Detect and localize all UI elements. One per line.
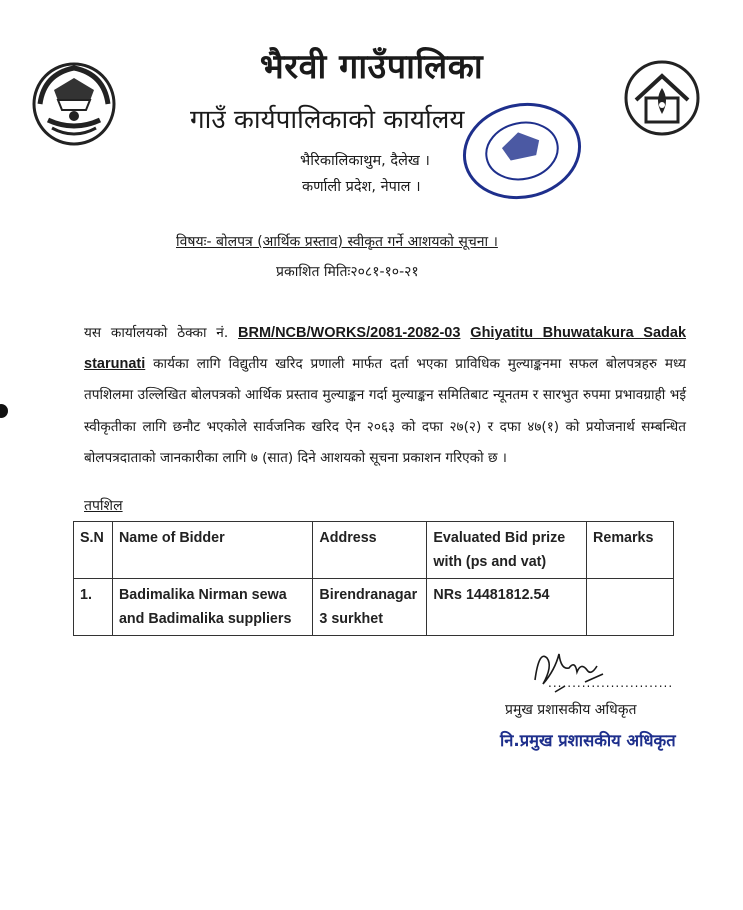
table-header-row xyxy=(74,522,674,579)
office-title: भैरवी गाउँपालिका xyxy=(259,47,484,87)
signature-line: .......................... xyxy=(548,676,674,690)
published-date: प्रकाशित मितिः२०८१-१०-२१ xyxy=(276,264,419,280)
officer-title: प्रमुख प्रशासकीय अधिकृत xyxy=(505,702,637,718)
address-line-1: भैरिकालिकाथुम, दैलेख । xyxy=(300,153,430,169)
cell-amount: NRs 14481812.54 xyxy=(427,579,587,636)
header-amount: Evaluated Bid prize with (ps and vat) xyxy=(427,522,587,579)
notice-subject: विषयः- बोलपत्र (आर्थिक प्रस्ताव) स्वीकृत गर्ने आशयको सूचना । xyxy=(176,234,498,250)
header-bidder: Name of Bidder xyxy=(112,522,312,579)
cell-sn: 1. xyxy=(74,579,113,636)
header-remarks: Remarks xyxy=(587,522,674,579)
office-subtitle: गाउँ कार्यपालिकाको कार्यालय xyxy=(190,105,465,135)
notice-body xyxy=(84,318,686,474)
cell-bidder: Badimalika Nirman sewa and Badimalika suppliers xyxy=(112,579,312,636)
cell-remarks xyxy=(587,579,674,636)
table-row xyxy=(74,579,674,636)
body-space xyxy=(460,325,470,341)
punch-hole xyxy=(0,404,8,418)
cell-address: Birendranagar 3 surkhet xyxy=(313,579,427,636)
details-label: तपशिल xyxy=(84,498,123,514)
contract-number: BRM/NCB/WORKS/2081-2082-03 xyxy=(238,325,461,341)
bidder-table xyxy=(73,521,674,636)
project-name: Ghiyatitu Bhuwatakura Sadak starunati xyxy=(84,325,687,373)
body-main: कार्यका लागि विद्युतीय खरिद प्रणाली मार्फत दर्ता भएका प्राविधिक मुल्याङ्कनमा सफल बोलपत्रहरु मध्य तपशिलमा उल्लिखित बोलपत्रको आर्थिक प्रस्ताव मुल्याङ्कन गर्दा मुल्याङ्कन समितिबाट न्यूनतम र सारभुत रुपमा प्रभावग्राही भई स्वीकृतीका लागि छनौट भएकोले सार्वजनिक खरिद ऐन २०६३ को दफा २७(२) र दफा ४७(१) को प्रयोजनार्थ सम्बन्धित बोलपत्रदाताको जानकारीका लागि ७ (सात) दिने आशयको सूचना प्रकाशन गरिएको छ । xyxy=(84,356,686,466)
body-intro: यस कार्यालयको ठेक्का नं. xyxy=(84,325,239,341)
header-sn: S.N xyxy=(74,522,113,579)
header-address: Address xyxy=(313,522,427,579)
office-stamp xyxy=(455,94,590,209)
officer-stamp-text: नि.प्रमुख प्रशासकीय अधिकृत xyxy=(500,731,676,750)
address-line-2: कर्णाली प्रदेश, नेपाल । xyxy=(302,179,421,195)
